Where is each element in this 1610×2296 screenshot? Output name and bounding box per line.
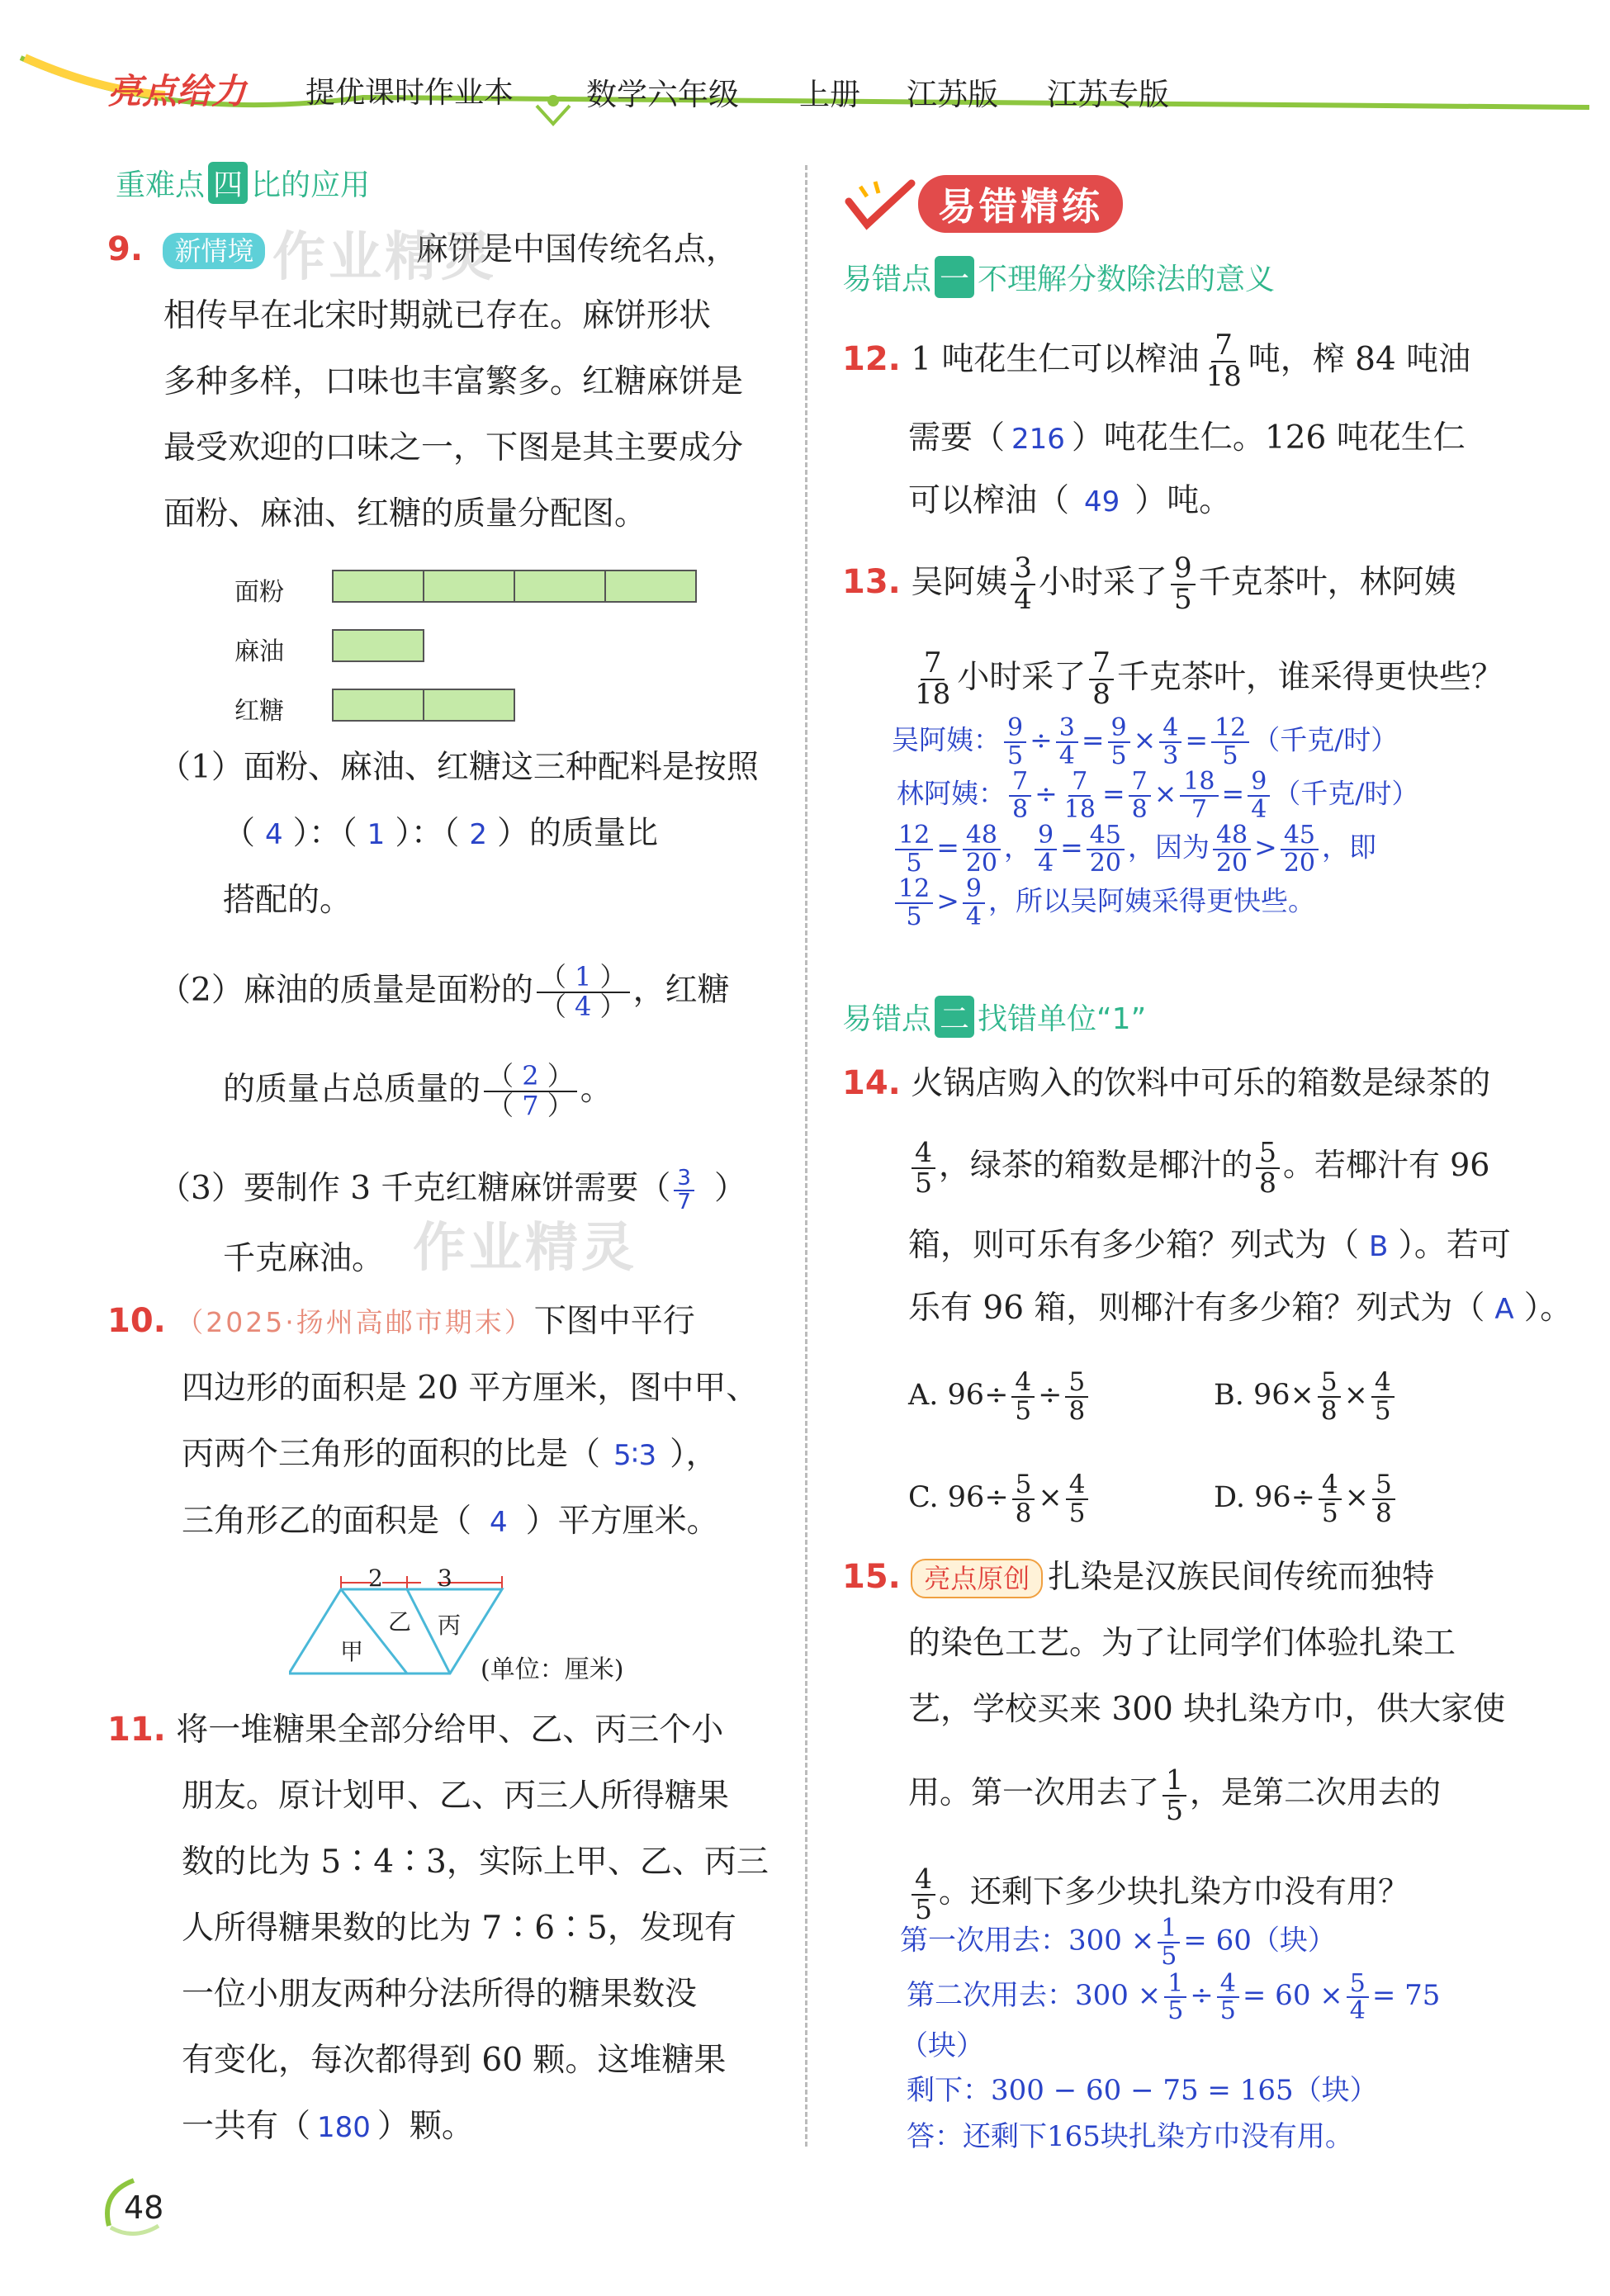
- question-12: [842, 314, 1585, 531]
- solution-text: 第二次用去：300 ×: [907, 1979, 1162, 2012]
- header-volume: 上册: [799, 77, 860, 112]
- answer-oil: 1: [367, 818, 386, 851]
- answer-oil-tons: 49: [1084, 485, 1120, 518]
- solution-text: 第一次用去：300 ×: [900, 1924, 1155, 1958]
- numerator: 2: [522, 1060, 539, 1092]
- section-title: 比的应用: [251, 168, 371, 202]
- numerator: 12: [895, 876, 933, 904]
- numerator: 45: [1087, 822, 1125, 850]
- q14-text-4: 箱，则可乐有多少箱？列式为（: [908, 1227, 1360, 1264]
- q12-text-1: 1 吨花生仁可以榨油: [911, 341, 1200, 378]
- q14-text-1: 火锅店购入的饮料中可乐的箱数是绿茶的: [911, 1065, 1491, 1102]
- q11-line-1: 将一堆糖果全部分给甲、乙、丙三个小: [176, 1711, 724, 1749]
- answer-peanut-tons: 216: [1011, 423, 1065, 456]
- denominator: 5: [1166, 1793, 1184, 1826]
- denominator: 4: [1038, 848, 1054, 878]
- header-edition: 江苏版: [907, 77, 998, 112]
- denominator: 8: [1015, 1498, 1032, 1528]
- section-prefix: 易错点: [842, 1002, 932, 1036]
- q11-line-7-end: ）颗。: [376, 2108, 474, 2145]
- option-d[interactable]: [1214, 1446, 1399, 1549]
- q9-part-3-text: （3）要制作 3 千克红糖麻饼需要（: [159, 1170, 671, 1207]
- q9-line-2: 相传早在北宋时期就已存在。麻饼形状: [163, 297, 712, 334]
- denominator: 4: [965, 902, 982, 931]
- bar-flour: [332, 570, 697, 603]
- label-flour: 面粉: [234, 578, 284, 607]
- numerator: 4: [912, 1139, 935, 1169]
- option-a[interactable]: [908, 1344, 1214, 1446]
- denominator: 8: [1092, 678, 1110, 711]
- q9-part-2-text: （2）麻油的质量是面粉的: [159, 972, 533, 1009]
- q9-part-2-end: 。: [580, 1071, 613, 1108]
- q9-part-2-mid: ，红糖: [632, 972, 730, 1009]
- denominator: 5: [1173, 583, 1192, 616]
- numerator: 5: [1347, 1971, 1369, 1999]
- page-number: 48: [124, 2189, 164, 2226]
- q14-text-2: ，绿茶的箱数是椰汁的: [939, 1147, 1253, 1183]
- watermark: 作业精灵: [413, 1218, 637, 1279]
- denominator: 5: [1321, 1498, 1338, 1528]
- question-number: 12.: [842, 340, 901, 378]
- triangle-label-a: 甲: [340, 1638, 364, 1665]
- fraction-first-use: [1163, 1763, 1186, 1826]
- numerator: 18: [1180, 769, 1218, 797]
- numerator: 7: [1009, 769, 1031, 797]
- q10-line-3: 丙两个三角形的面积的比是（: [182, 1436, 601, 1473]
- q15-line-5: 。还剩下多少块扎染方巾没有用？: [939, 1873, 1410, 1910]
- q9-part-3-end: 千克麻油。: [223, 1240, 385, 1277]
- numerator: 5: [1372, 1471, 1395, 1500]
- denominator: 18: [1205, 360, 1242, 393]
- numerator: 7: [921, 649, 945, 680]
- new-context-tag: 新情境: [163, 233, 265, 269]
- denominator: 5: [1219, 1996, 1236, 2025]
- denominator: 5: [1167, 1996, 1184, 2025]
- numerator: 5: [1318, 1369, 1341, 1398]
- solution-line-conclusion: $\frac{12}{5}$ > $\frac{9}{4}$ ，所以吴阿姨采得更快些。: [892, 876, 1602, 930]
- q9-line-3: 多种多样，口味也丰富繁多。红糖麻饼是: [163, 363, 744, 400]
- q12-text-6: ）吨。: [1134, 482, 1232, 519]
- question-11: [107, 1697, 784, 2161]
- denominator: 5: [915, 1892, 932, 1925]
- bar-unit: [332, 570, 424, 603]
- q14-text-7: ）。: [1523, 1290, 1573, 1327]
- numerator: 9: [1004, 715, 1026, 743]
- numerator: 4: [912, 1865, 935, 1896]
- option-label: B. 96×: [1214, 1379, 1314, 1412]
- denominator: 3: [1163, 741, 1179, 770]
- paren: ）：（: [292, 815, 358, 852]
- denominator: 20: [1283, 848, 1315, 878]
- numerator: 9: [1108, 715, 1130, 743]
- fraction-lin-kg: [1089, 646, 1114, 711]
- triangle-label-b: 乙: [388, 1608, 412, 1636]
- dim-label-2: 2: [368, 1565, 383, 1592]
- q10-line-1: 下图中平行: [533, 1303, 695, 1340]
- q15-solution: [900, 1915, 1610, 2160]
- section-title: 找错单位“1”: [978, 1002, 1147, 1036]
- paren: ）的质量比: [496, 815, 658, 852]
- triangle-label-c: 丙: [438, 1612, 462, 1639]
- denominator: 7: [677, 1190, 691, 1214]
- unit-label: (单位：厘米): [481, 1655, 624, 1684]
- denominator: 5: [1068, 1498, 1086, 1528]
- q9-part-2-text-2: 的质量占总质量的: [223, 1071, 481, 1108]
- numerator: 1: [575, 961, 592, 993]
- denominator: 5: [1374, 1395, 1391, 1426]
- q15-line-2: 的染色工艺。为了让同学们体验扎染工: [908, 1625, 1456, 1662]
- section-number: 四: [208, 162, 248, 204]
- solution-line-answer: 答：还剩下165块扎染方巾没有用。: [907, 2119, 1353, 2153]
- q15-line-1: 扎染是汉族民间传统而独特: [1048, 1559, 1435, 1596]
- option-b[interactable]: [1214, 1344, 1398, 1446]
- question-number: 15.: [842, 1558, 901, 1596]
- numerator: 7: [1211, 331, 1236, 362]
- q15-line-4-end: ，是第二次用去的: [1190, 1774, 1442, 1811]
- denominator: 5: [915, 1166, 932, 1199]
- solution-line-second: [900, 1969, 1610, 2024]
- mass-bar-chart: [231, 561, 727, 727]
- header-brand: 亮点给力: [107, 71, 247, 111]
- denominator: 18: [1063, 794, 1096, 824]
- question-15: [842, 1544, 1585, 1941]
- q9-line-1: 麻饼是中国传统名点，: [415, 231, 738, 268]
- q11-line-6: 有变化，每次都得到 60 颗。这堆糖果: [182, 2042, 727, 2079]
- q13-solution: [892, 715, 1602, 930]
- denominator: 4: [1014, 583, 1032, 616]
- q9-part-1-text: （1）面粉、麻油、红糖这三种配料是按照: [159, 749, 759, 786]
- fraction-oil-per-ton: [1202, 331, 1244, 391]
- denominator: 18: [915, 678, 951, 711]
- solution-text: = 75: [1371, 1979, 1441, 2012]
- solution-text: = 60（块）: [1183, 1924, 1336, 1958]
- numerator: 4: [1159, 715, 1181, 743]
- paren: （: [223, 815, 256, 852]
- numerator: 48: [963, 822, 1001, 850]
- answer-total-candy: 180: [317, 2111, 371, 2144]
- fraction-wu-kg: [1171, 554, 1196, 614]
- banner-title: 易错精练: [918, 175, 1123, 233]
- numerator: 12: [895, 822, 933, 850]
- fraction-cola-of-tea: [912, 1135, 935, 1199]
- solution-line-remaining: 剩下：300 − 60 − 75 = 165（块）: [907, 2073, 1378, 2107]
- paren: ）: [713, 1170, 746, 1207]
- q10-line-2: 四边形的面积是 20 平方厘米，图中甲、: [182, 1370, 759, 1407]
- check-mark-icon: [842, 177, 916, 234]
- q13-text-5: 千克茶叶，谁采得更快些？: [1116, 659, 1503, 696]
- question-number: 14.: [842, 1064, 901, 1102]
- numerator: 5: [1256, 1139, 1280, 1169]
- q11-line-7: 一共有（: [182, 2108, 311, 2145]
- answer-sugar: 2: [469, 818, 487, 851]
- numerator: 45: [1281, 822, 1319, 850]
- numerator: 3: [674, 1167, 694, 1191]
- q9-part-1-end: 搭配的。: [223, 882, 353, 919]
- bar-unit: [515, 570, 606, 603]
- numerator: 1: [1164, 1971, 1186, 1999]
- q13-text-2: 小时采了: [1038, 564, 1167, 601]
- question-13: [842, 537, 1585, 727]
- q9-part-1: [159, 735, 786, 934]
- numerator: 4: [1217, 1971, 1239, 1999]
- solution-line-wu: 吴阿姨： $\frac{9}{5}$ ÷ $\frac{3}{4}$ = $\frac{9}{5}$ × $\frac{4}{3}$ = $\frac{12}{5}$ （千克/时）: [892, 713, 1399, 770]
- fraction-sugar-of-total: $\frac{( 2 )}{( 7 )}$: [484, 1063, 577, 1120]
- numerator: 1: [1158, 1915, 1180, 1943]
- section-heading-ratio: [116, 162, 370, 204]
- option-label: D. 96÷: [1214, 1481, 1315, 1514]
- numerator: 1: [1163, 1766, 1186, 1797]
- denominator: 5: [1007, 741, 1024, 770]
- section-prefix: 易错点: [842, 263, 932, 296]
- bar-unit: [424, 689, 515, 722]
- source-tag: （2025·扬州高邮市期末）: [176, 1306, 534, 1338]
- denominator: 20: [1089, 848, 1121, 878]
- denominator: 8: [1376, 1498, 1392, 1528]
- q12-text-5: 可以榨油（: [908, 482, 1070, 519]
- q10-line-3-end: ），: [670, 1436, 718, 1473]
- denominator: 7: [522, 1090, 539, 1121]
- solution-label: 吴阿姨：: [892, 723, 1001, 756]
- denominator: 5: [1110, 741, 1127, 770]
- answer-fraction-oil-kg: [674, 1167, 694, 1214]
- label-brown-sugar: 红糖: [234, 697, 284, 726]
- q14-text-5: ）。若可: [1398, 1227, 1511, 1264]
- original-tag: 亮点原创: [911, 1559, 1043, 1598]
- header-subject: 数学六年级: [586, 77, 739, 112]
- solution-line-first: [900, 1915, 1610, 1969]
- numerator: 9: [1035, 822, 1057, 850]
- operator: ×: [1343, 1379, 1368, 1412]
- numerator: 7: [1089, 649, 1114, 680]
- option-label: C. 96÷: [908, 1481, 1009, 1514]
- operator: ÷: [1038, 1379, 1063, 1412]
- q9-part-2: [159, 945, 786, 1143]
- solution-line-lin: 林阿姨： $\frac{7}{8}$ ÷ $\frac{7}{18}$ = $\frac{7}{8}$ × $\frac{18}{7}$ = $\frac{9}{4}$ （千克/时）: [897, 767, 1419, 824]
- bar-unit: [424, 570, 515, 603]
- section-number: 二: [935, 996, 974, 1038]
- operator: ×: [1038, 1481, 1063, 1514]
- q14-text-6: 乐有 96 箱，则椰汁有多少箱？列式为（: [908, 1290, 1485, 1327]
- solution-text: ，所以吴阿姨采得更快些。: [987, 884, 1315, 917]
- question-number: 11.: [107, 1711, 166, 1749]
- denominator: 8: [1012, 794, 1029, 824]
- q13-text-3: 千克茶叶，林阿姨: [1198, 564, 1456, 601]
- bar-unit: [606, 570, 697, 603]
- section-number: 一: [935, 256, 974, 298]
- numerator: 5: [1012, 1471, 1035, 1500]
- solution-text: ，即: [1322, 831, 1376, 864]
- unit: （千克/时）: [1252, 723, 1399, 756]
- numerator: 4: [1011, 1369, 1035, 1398]
- unit: （千克/时）: [1273, 777, 1419, 810]
- question-10: [107, 1288, 784, 1555]
- bar-unit: [332, 689, 424, 722]
- q15-line-3: 艺，学校买来 300 块扎染方巾，供大家使: [908, 1691, 1506, 1728]
- numerator: 3: [1011, 554, 1035, 585]
- q14-text-3: 。若椰汁有 96: [1283, 1147, 1490, 1183]
- answer-area-b: 4: [490, 1506, 508, 1539]
- q9-part-1-blanks: [159, 801, 786, 868]
- denominator: 4: [575, 991, 592, 1022]
- q15-line-4: 用。第一次用去了: [908, 1774, 1160, 1811]
- fraction-wu-hours: [1011, 554, 1035, 614]
- answer-flour: 4: [265, 818, 283, 851]
- solution-label: 林阿姨：: [897, 777, 1006, 810]
- denominator: 7: [1191, 794, 1207, 824]
- error-point-1-heading: [842, 256, 1275, 298]
- answer-area-ratio: 5∶3: [613, 1439, 657, 1472]
- option-label: A. 96÷: [908, 1379, 1009, 1412]
- solution-line-compare: $\frac{12}{5}$ = $\frac{48}{20}$ ， $\frac{9}{4}$ = $\frac{45}{20}$ ，因为 $\frac{48}{20}$ > $\frac{45}{20}$ ，即: [892, 822, 1602, 876]
- question-number: 9.: [107, 230, 144, 268]
- operator: ×: [1344, 1481, 1369, 1514]
- denominator: 8: [1068, 1395, 1086, 1426]
- q12-text-4: ）吨花生仁。126 吨花生仁: [1071, 419, 1466, 457]
- q14-options: [908, 1344, 1602, 1549]
- denominator: 4: [1349, 1996, 1366, 2025]
- column-divider: [805, 165, 807, 2147]
- header-series: 提优课时作业本: [305, 76, 514, 110]
- fraction-tea-of-coconut: [1256, 1135, 1280, 1199]
- denominator: 8: [1131, 794, 1148, 824]
- bar-sesame-oil: [332, 629, 424, 662]
- q11-line-2: 朋友。原计划甲、乙、丙三人所得糖果: [182, 1778, 730, 1815]
- error-point-2-heading: [842, 996, 1146, 1038]
- denominator: 8: [1259, 1166, 1277, 1199]
- numerator: 4: [1319, 1471, 1342, 1500]
- q10-line-4-end: ）平方厘米。: [525, 1503, 719, 1540]
- q13-text-1: 吴阿姨: [911, 564, 1008, 601]
- numerator: 12: [1211, 715, 1249, 743]
- solution-text: ，因为: [1127, 831, 1210, 864]
- numerator: 4: [1066, 1471, 1089, 1500]
- numerator: 48: [1213, 822, 1251, 850]
- q9-line-5: 面粉、麻油、红糖的质量分配图。: [163, 495, 647, 533]
- q12-text-2: 吨，榨 84 吨油: [1248, 341, 1471, 378]
- numerator: 4: [1371, 1369, 1395, 1398]
- denominator: 5: [1222, 741, 1238, 770]
- denominator: 20: [1215, 848, 1248, 878]
- numerator: 9: [1248, 769, 1270, 797]
- numerator: 7: [1129, 769, 1151, 797]
- q10-line-4: 三角形乙的面积是（: [182, 1503, 472, 1540]
- section-title: 不理解分数除法的意义: [978, 263, 1276, 296]
- denominator: 20: [965, 848, 998, 878]
- question-14: [842, 1050, 1585, 1338]
- fraction-oil-of-flour: $\frac{( 1 )}{( 4 )}$: [537, 963, 630, 1020]
- denominator: 5: [906, 848, 922, 878]
- answer-choice-1: B: [1369, 1230, 1389, 1263]
- bar-unit: [332, 629, 424, 662]
- solution-line-unit: （块）: [900, 2029, 984, 2062]
- watermark: 作业精灵: [272, 227, 497, 288]
- q9-line-4: 最受欢迎的口味之一，下图是其主要成分: [163, 429, 744, 466]
- denominator: 4: [1058, 741, 1075, 770]
- section-prefix: 重难点: [116, 168, 206, 202]
- denominator: 8: [1320, 1395, 1338, 1426]
- question-number: 13.: [842, 563, 901, 601]
- denominator: 5: [906, 902, 922, 931]
- answer-choice-2: A: [1494, 1293, 1514, 1326]
- solution-text: = 60 ×: [1242, 1979, 1343, 2012]
- q11-line-4: 人所得糖果数的比为 7∶6∶5，发现有: [182, 1910, 736, 1947]
- numerator: 9: [1171, 554, 1196, 585]
- bar-brown-sugar: [332, 689, 515, 722]
- paren: ）：（: [395, 815, 460, 852]
- operator: ÷: [1190, 1979, 1214, 2012]
- denominator: 5: [1015, 1395, 1032, 1426]
- numerator: 5: [1065, 1369, 1088, 1398]
- numerator: 7: [1068, 769, 1091, 797]
- q11-line-5: 一位小朋友两种分法所得的糖果数没: [182, 1976, 698, 2013]
- fraction-lin-hours: [912, 646, 954, 711]
- numerator: 9: [963, 876, 985, 904]
- label-sesame-oil: 麻油: [234, 637, 284, 666]
- denominator: 4: [1251, 794, 1267, 824]
- header-special: 江苏专版: [1047, 77, 1169, 112]
- dim-label-3: 3: [438, 1565, 452, 1592]
- numerator: 3: [1056, 715, 1078, 743]
- question-number: 10.: [107, 1302, 166, 1340]
- option-c[interactable]: [908, 1446, 1214, 1549]
- denominator: 5: [1161, 1941, 1177, 1971]
- header: [0, 0, 1610, 132]
- q12-text-3: 需要（: [908, 419, 1006, 457]
- parallelogram-figure: [289, 1565, 669, 1688]
- q13-text-4: 小时采了: [957, 659, 1087, 696]
- q11-line-3: 数的比为 5∶4∶3，实际上甲、乙、丙三: [182, 1844, 769, 1881]
